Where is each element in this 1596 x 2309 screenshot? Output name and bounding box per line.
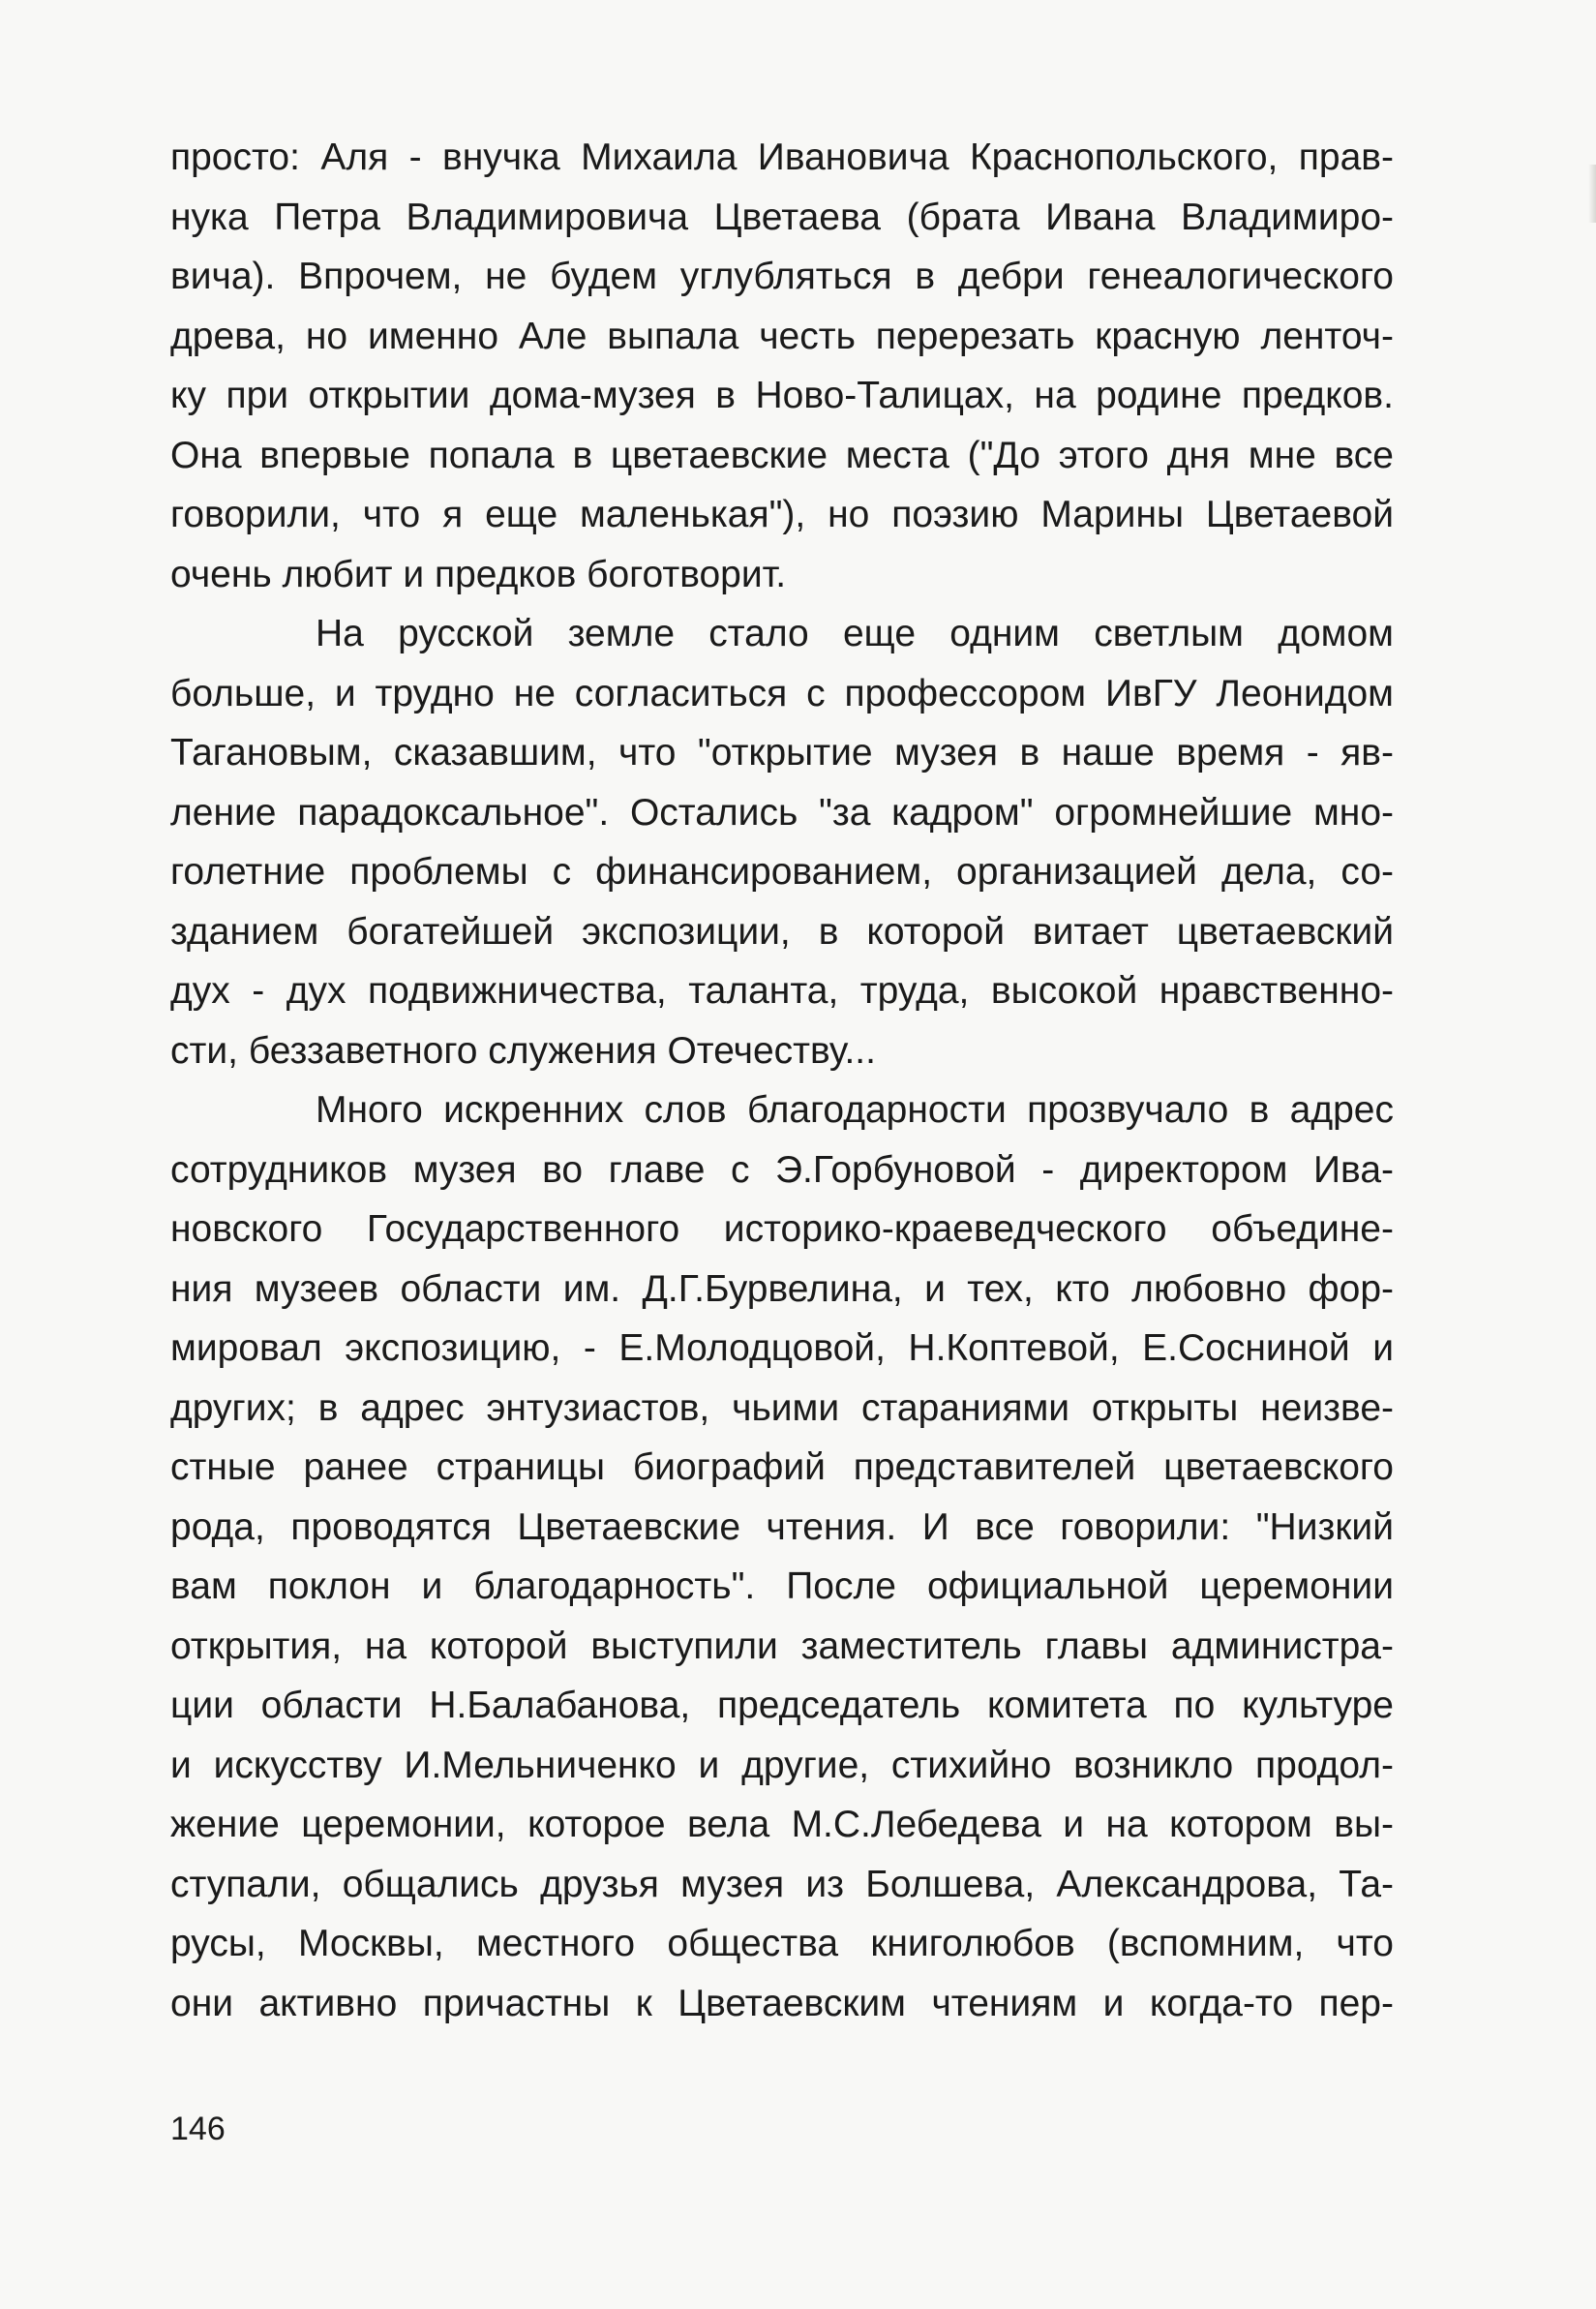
text-line: ступали, общались друзья музея из Болшева, Александрова, Та- xyxy=(170,1863,1394,1905)
text-line: говорили, что я еще маленькая"), но поэзию Марины Цветаевой xyxy=(170,494,1394,535)
text-line: мировал экспозицию, - Е.Молодцовой, Н.Коптевой, Е.Сосниной и xyxy=(170,1327,1394,1369)
text-line: ку при открытии дома-музея в Ново-Талицах, на родине предков. xyxy=(170,375,1394,416)
text-line: голетние проблемы с финансированием, организацией дела, со- xyxy=(170,851,1394,893)
text-line-indented: На русской земле стало еще одним светлым домом xyxy=(316,613,1394,654)
text-line: вича). Впрочем, не будем углубляться в дебри генеалогического xyxy=(170,256,1394,297)
text-line: ление парадоксальное". Остались "за кадром" огромнейшие мно- xyxy=(170,791,1394,834)
text-line: нука Петра Владимировича Цветаева (брата Ивана Владимиро- xyxy=(170,196,1394,238)
text-line: просто: Аля - внучка Михаила Ивановича Краснопольского, прав- xyxy=(170,137,1394,178)
text-line-indented: Много искренних слов благодарности прозвучало в адрес xyxy=(316,1089,1394,1131)
text-line: очень любит и предков боготворит. xyxy=(170,553,787,595)
text-line: зданием богатейшей экспозиции, в которой витает цветаевский xyxy=(170,910,1394,953)
text-line: сти, беззаветного служения Отечеству... xyxy=(170,1029,876,1072)
text-line: жение церемонии, которое вела М.С.Лебедева и на котором вы- xyxy=(170,1804,1394,1845)
page-edge-shadow xyxy=(1588,165,1596,223)
text-line: стные ранее страницы биографий представителей цветаевского xyxy=(170,1446,1394,1488)
text-line: новского Государственного историко-краеведческого объедине- xyxy=(170,1208,1394,1250)
text-line: больше, и трудно не согласиться с профессором ИвГУ Леонидом xyxy=(170,672,1394,714)
body-text xyxy=(170,128,1394,2033)
text-line: дух - дух подвижничества, таланта, труда, высокой нравственно- xyxy=(170,970,1394,1012)
text-line: русы, Москвы, местного общества книголюбов (вспомним, что xyxy=(170,1923,1394,1964)
text-line: древа, но именно Але выпала честь перерезать красную ленточ- xyxy=(170,315,1394,357)
text-line: Она впервые попала в цветаевские места ("До этого дня мне все xyxy=(170,434,1394,476)
text-line: рода, проводятся Цветаевские чтения. И все говорили: "Низкий xyxy=(170,1505,1394,1548)
text-line: других; в адрес энтузиастов, чьими стараниями открыты неизве- xyxy=(170,1386,1394,1429)
text-line: ции области Н.Балабанова, председатель комитета по культуре xyxy=(170,1685,1394,1726)
text-line: открытия, на которой выступили заместитель главы администра- xyxy=(170,1625,1394,1667)
text-line: и искусству И.Мельниченко и другие, стихийно возникло продол- xyxy=(170,1744,1394,1786)
page-number: 146 xyxy=(170,2111,226,2147)
text-line: сотрудников музея во главе с Э.Горбуновой - директором Ива- xyxy=(170,1148,1394,1191)
text-line: Тагановым, сказавшим, что "открытие музея в наше время - яв- xyxy=(170,732,1394,774)
text-line: вам поклон и благодарность". После официальной церемонии xyxy=(170,1565,1394,1607)
text-line: ния музеев области им. Д.Г.Бурвелина, и тех, кто любовно фор- xyxy=(170,1267,1394,1310)
text-line: они активно причастны к Цветаевским чтениям и когда-то пер- xyxy=(170,1982,1394,2024)
